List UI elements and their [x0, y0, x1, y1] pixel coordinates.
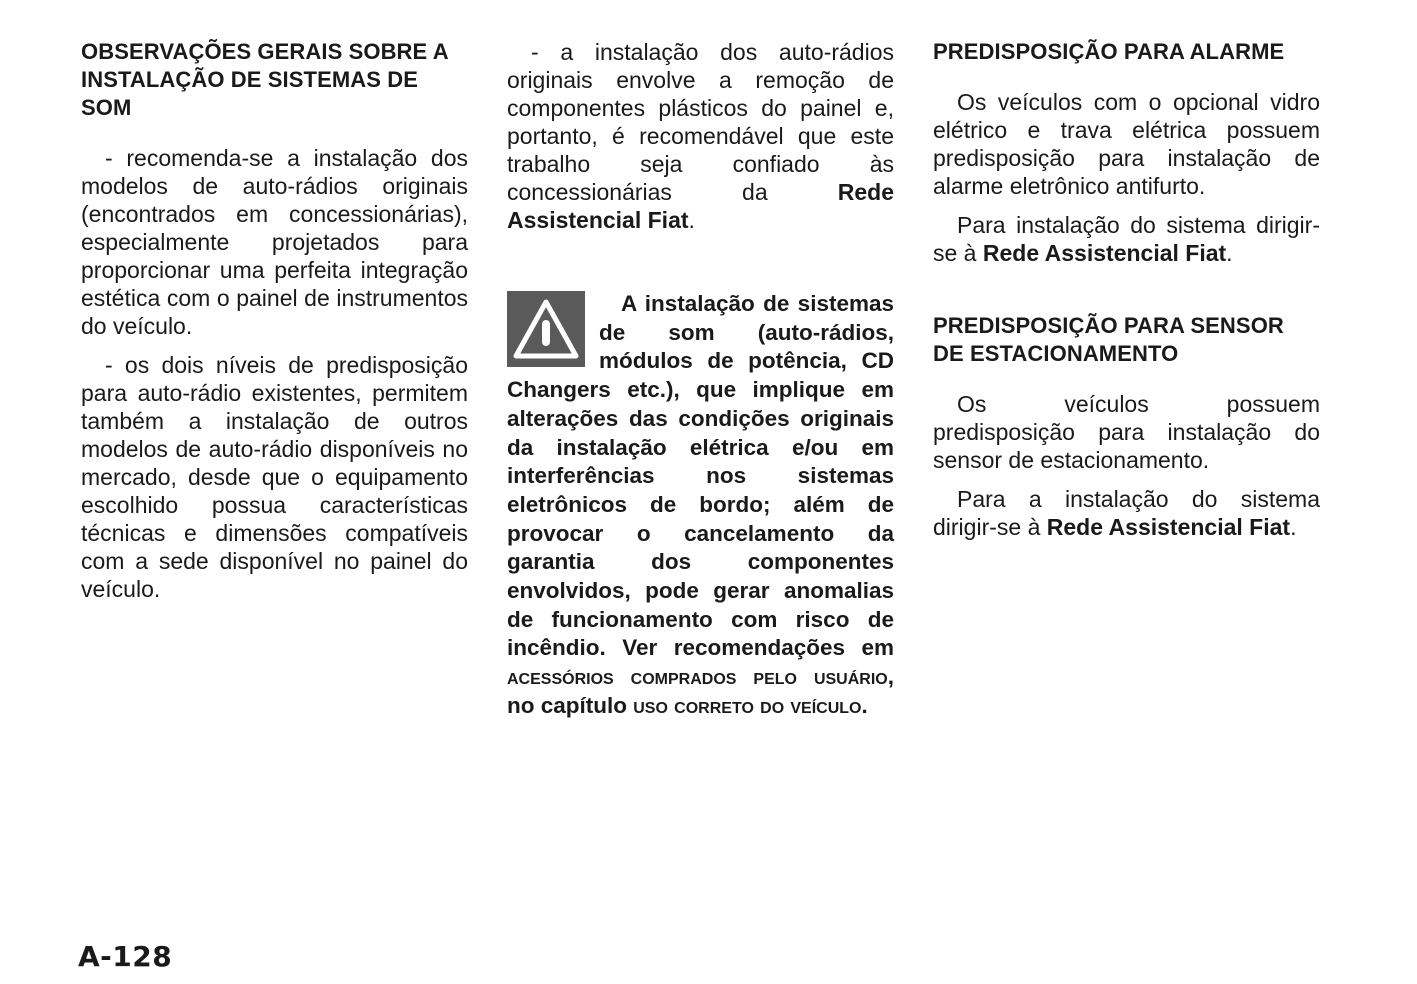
page-number: A-128 [78, 940, 173, 973]
column-left [81, 38, 468, 614]
section-heading-alarm: PREDISPOSIÇÃO PARA ALARME [933, 39, 1285, 64]
paragraph-alarm-installation: Para instalação do sistema dirigir-se à Rede Assistencial Fiat. [933, 212, 1320, 266]
column-right [933, 38, 1320, 552]
section-heading-sound-systems: OBSERVAÇÕES GERAIS SOBRE A INSTALAÇÃO DE SISTEMAS DE SOM [81, 39, 448, 120]
dealer-network-name: Rede Assistencial Fiat [507, 179, 894, 233]
paragraph-sensor-installation: Para a instalação do sistema dirigir-se à Rede Assistencial Fiat. [933, 486, 1320, 540]
paragraph-installation-dealers: - a instalação dos auto-rádios originais envolve a remoção de componentes plásticos do painel e, portanto, é recomendável que este trabalho seja confiado às concessionárias da Rede Assistencial Fiat. [507, 39, 894, 233]
reference-chapter: uso correto do veículo [633, 692, 862, 718]
reference-accessories: acessórios comprados pelo usuário [507, 664, 888, 690]
section-heading-parking-sensor: PREDISPOSIÇÃO PARA SENSOR DE ESTACIONAMENTO [933, 313, 1284, 366]
warning-text: A instalação de sistemas de som (auto-rádios, módulos de potência, CD Changers etc.), que implique em alterações das condições originais da instalação elétrica e/ou em interferências nos sistemas eletrônicos de bordo; além de provocar o cancelamento da garantia dos componentes envolvidos, pode gerar anomalias de funcionamento com risco de incêndio. Ver recomendações em acessórios comprados pelo usuário, no capítulo uso correto do veículo. [507, 291, 894, 718]
paragraph-predisposition-levels: - os dois níveis de predisposição para auto-rádio existentes, permitem também a instalação de outros modelos de auto-rádio disponíveis no mercado, desde que o equipamento escolhido possua características técnicas e dimensões compatíveis com a sede disponível no painel do veículo. [81, 352, 468, 602]
paragraph-sensor-predisposition: Os veículos possuem predisposição para instalação do sensor de estacionamento. [933, 391, 1320, 473]
column-middle [507, 38, 894, 721]
paragraph-original-radios: - recomenda-se a instalação dos modelos de auto-rádios originais (encontrados em concessionárias), especialmente projetados para proporcionar uma perfeita integração estética com o painel de instrumentos do veículo. [81, 145, 468, 339]
paragraph-alarm-predisposition: Os veículos com o opcional vidro elétrico e trava elétrica possuem predisposição para instalação de alarme eletrônico antifurto. [933, 89, 1320, 199]
warning-box [507, 290, 894, 721]
warning-triangle-icon [507, 291, 585, 367]
